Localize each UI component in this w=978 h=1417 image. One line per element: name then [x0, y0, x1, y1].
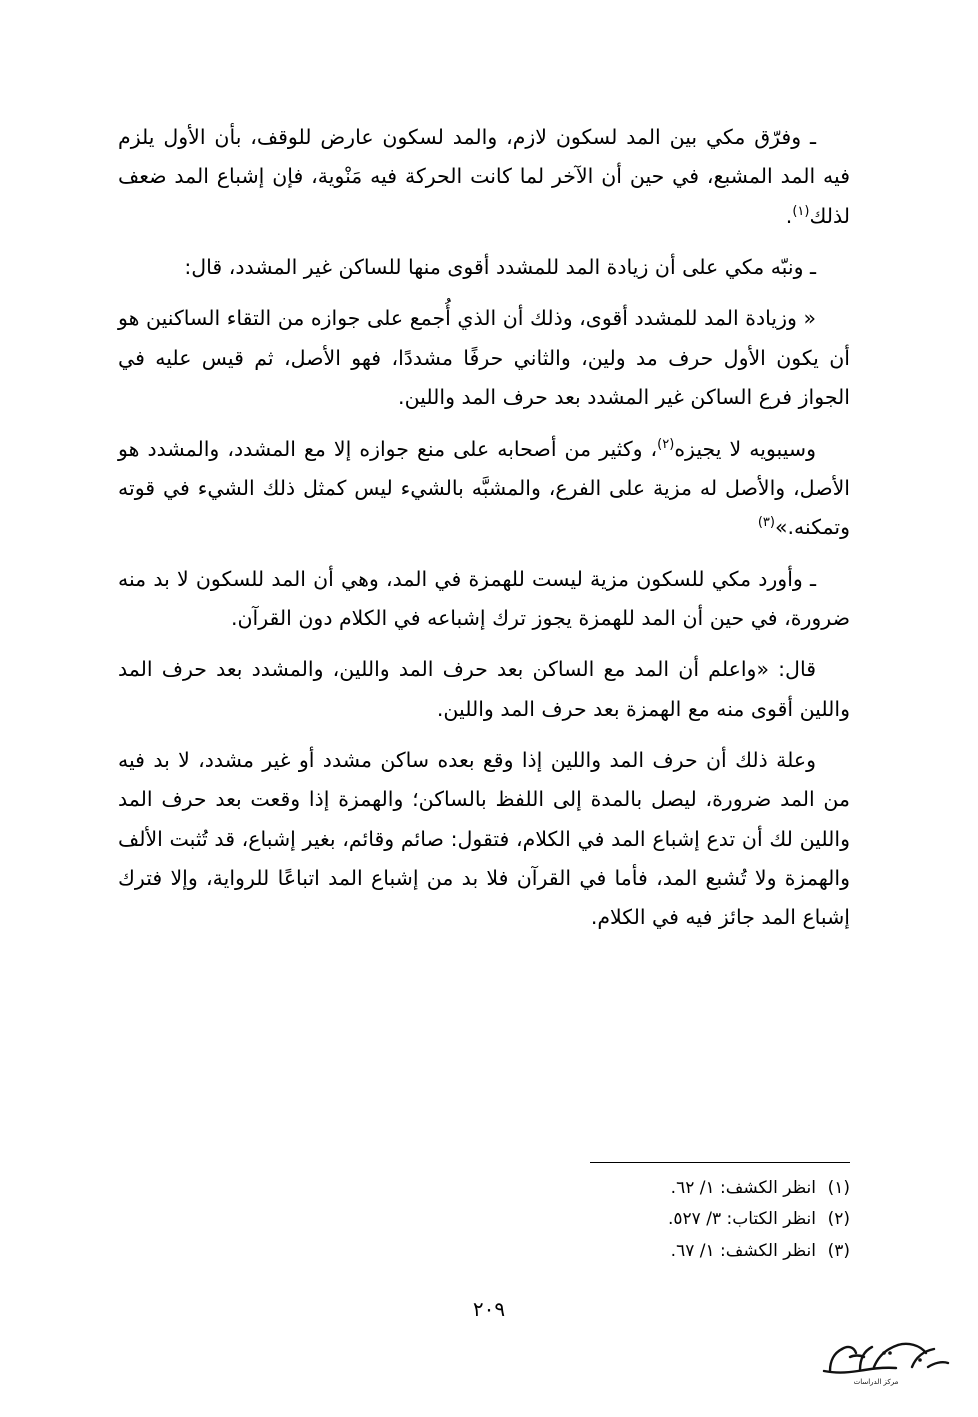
footnote-marker: (١): [827, 1177, 850, 1198]
paragraph-2: [118, 248, 850, 287]
paragraph-7-text: وعلة ذلك أن حرف المد واللين إذا وقع بعده ساكن مشدد أو غير مشدد، لا بد فيه من المد ضرورة، ليصل بالمدة إلى اللفظ بالساكن؛ والهمزة إذا وقعت بعد حرف المد واللين لك أن تدع إشباع المد في الكلام، فتقول: صائم وقائم، بغير إشباع، قد تُثبت الألف والهمزة ولا تُشبع المد، فأما في القرآن فلا بد من إشباع المد اتباعًا للرواية، وإلا فترك إشباع المد جائز فيه في الكلام.: [118, 748, 850, 930]
footnote-item: [118, 1236, 850, 1267]
footnote-text: انظر الكشف: ١/ ٦٢.: [670, 1177, 816, 1198]
paragraph-6-quote: [118, 650, 850, 729]
footnote-item: [118, 1173, 850, 1204]
footnotes-section: [118, 1162, 850, 1267]
paragraph-1-trailing: .: [785, 203, 793, 228]
paragraph-7-quote: [118, 741, 850, 938]
page-number: ٢٠٩: [472, 1297, 506, 1321]
paragraph-4-trailing: ، وكثير من أصحابه على منع جوازه إلا مع المشدد، والمشدد هو الأصل، والأصل له مزية على الفرع، والمشبَّه بالشيء ليس كمثل ذلك الشيء في قوته وتمكنه.»: [118, 436, 850, 540]
text-column: [118, 118, 850, 938]
paragraph-3-quote: [118, 299, 850, 417]
footnote-marker: (٣): [827, 1240, 850, 1261]
footnote-marker: (٢): [827, 1209, 850, 1230]
footnote-ref-2: (٢): [657, 436, 675, 452]
paragraph-4-text: وسيبويه لا يجيزه: [674, 436, 816, 461]
paragraph-4-quote: [118, 430, 850, 548]
footnote-item: [118, 1204, 850, 1235]
paragraph-5-text: ـ وأورد مكي للسكون مزية ليست للهمزة في المد، وهي أن المد للسكون لا بد منه ضرورة، في حين أن المد للهمزة يجوز ترك إشباعه في الكلام دون القرآن.: [118, 566, 850, 630]
paragraph-1-text: ـ وفرّق مكي بين المد لسكون لازم، والمد لسكون عارض للوقف، بأن الأول يلزم فيه المد المشبع، في حين أن الآخر لما كانت الحركة فيه مَنْوية، فإن إشباع المد ضعف لذلك: [118, 125, 850, 228]
paragraph-3-text: « وزيادة المد للمشدد أقوى، وذلك أن الذي أُجمع على جوازه من التقاء الساكنين هو أن يكون الأول حرف مد ولين، والثاني حرفًا مشددًا، فهو الأصل، ثم قيس عليه في الجواز فرع الساكن غير المشدد بعد حرف المد واللين.: [118, 306, 850, 410]
footnote-separator-rule: [590, 1162, 850, 1163]
footnote-ref-1: (١): [792, 203, 810, 219]
publisher-logo-mark: [816, 1327, 956, 1393]
paragraph-1: [118, 118, 850, 236]
paragraph-5: [118, 560, 850, 639]
paragraph-2-text: ـ ونبّه مكي على أن زيادة المد للمشدد أقوى منها للساكن غير المشدد، قال:: [184, 255, 816, 280]
publisher-logo: [816, 1327, 956, 1393]
footnote-text: انظر الكشف: ١/ ٦٧.: [670, 1240, 816, 1261]
paragraph-6-text: قال: «واعلم أن المد مع الساكن بعد حرف المد واللين، والمشدد بعد حرف المد واللين أقوى منه مع الهمزة بعد حرف المد واللين.: [118, 657, 850, 721]
publisher-subtitle: مركز الدراسات: [853, 1378, 899, 1386]
footnote-text: انظر الكتاب: ٣/ ٥٢٧.: [667, 1209, 816, 1230]
footnote-ref-3: (٣): [757, 515, 775, 531]
